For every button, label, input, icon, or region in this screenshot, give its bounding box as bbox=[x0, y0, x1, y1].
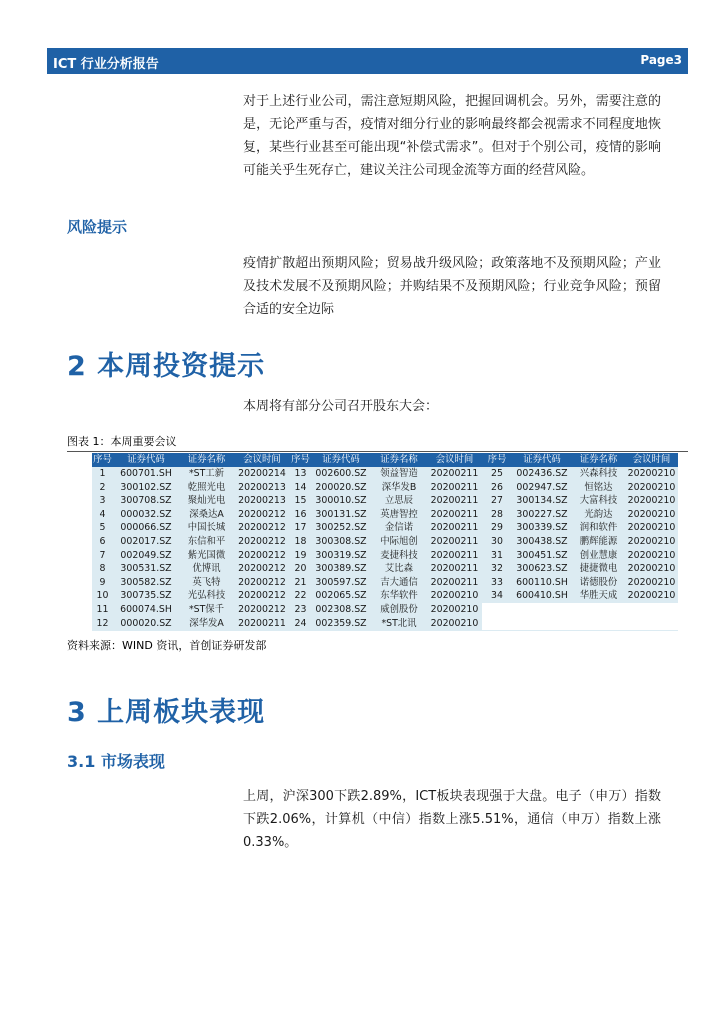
table-cell: 002065.SZ bbox=[315, 590, 367, 602]
table-cell: 20200211 bbox=[430, 481, 479, 493]
table-cell: 4 bbox=[99, 508, 106, 520]
table-cell bbox=[625, 617, 678, 631]
table-cell: 金信诺 bbox=[384, 522, 414, 534]
table-cell: 002017.SZ bbox=[120, 536, 172, 548]
table-cell: 300227.SZ bbox=[516, 508, 568, 520]
figure-divider bbox=[67, 451, 688, 452]
section-2-paragraph: 本周将有部分公司召开股东大会： bbox=[243, 399, 439, 414]
col-header: 会议时间 bbox=[625, 453, 678, 467]
table-cell: *ST保千 bbox=[188, 603, 225, 615]
table-cell: 20200210 bbox=[627, 549, 676, 561]
table-cell: 1 bbox=[99, 468, 106, 480]
table-cell: 20200212 bbox=[238, 563, 286, 575]
table-cell: 20200211 bbox=[238, 617, 286, 629]
table-cell: 13 bbox=[294, 468, 307, 480]
table-cell: 领益智造 bbox=[380, 468, 418, 480]
risk-paragraph: 疫情扩散超出预期风险；贸易战升级风险；政策落地不及预期风险；产业及技术发展不及预期风险；并购结果不及预期风险；行业竞争风险；预留合适的安全边际 bbox=[243, 256, 661, 317]
table-row bbox=[92, 617, 678, 631]
table-cell: 20200211 bbox=[430, 468, 479, 480]
table-cell: 300319.SZ bbox=[315, 549, 367, 561]
table-cell: 恒铭达 bbox=[584, 481, 613, 493]
col-header: 序号 bbox=[482, 453, 512, 467]
table-cell: 20200212 bbox=[238, 549, 286, 561]
col-header: 序号 bbox=[93, 454, 112, 466]
table-cell: 创业慧康 bbox=[579, 549, 618, 561]
table-cell: 300582.SZ bbox=[120, 576, 172, 588]
table-cell: 002436.SZ bbox=[516, 468, 568, 480]
table-cell: 20200210 bbox=[627, 522, 676, 534]
table-cell bbox=[512, 603, 572, 617]
table-cell: 20200212 bbox=[238, 536, 286, 548]
table-cell: 002947.SZ bbox=[516, 481, 568, 493]
section-3-heading: 3 上周板块表现 bbox=[67, 697, 266, 728]
table-cell: 乾照光电 bbox=[187, 481, 226, 493]
table-cell: 光韵达 bbox=[584, 508, 613, 520]
col-header: 证券代码 bbox=[113, 453, 179, 467]
table-cell: 3 bbox=[99, 495, 106, 507]
table-cell: 深华发A bbox=[189, 617, 224, 629]
table-cell: 23 bbox=[294, 603, 307, 615]
table-cell: 34 bbox=[491, 590, 503, 602]
table-cell: 20200211 bbox=[430, 522, 479, 534]
table-cell: 大富科技 bbox=[579, 495, 618, 507]
table-cell: 300623.SZ bbox=[516, 563, 568, 575]
report-title: ICT 行业分析报告 bbox=[53, 57, 159, 72]
table-cell: 艾比森 bbox=[384, 563, 414, 575]
col-header: 证券代码 bbox=[311, 453, 371, 467]
table-cell: 300531.SZ bbox=[120, 563, 172, 575]
table-cell: 29 bbox=[491, 522, 503, 534]
section-2-heading: 2 本周投资提示 bbox=[67, 351, 266, 382]
table-cell: 300451.SZ bbox=[516, 549, 568, 561]
figure-caption: 图表 1：本周重要会议 bbox=[67, 435, 177, 448]
table-cell: 麦捷科技 bbox=[380, 549, 418, 561]
table-cell: 002600.SZ bbox=[315, 468, 367, 480]
table-cell: 17 bbox=[294, 522, 307, 534]
table-cell bbox=[512, 617, 572, 631]
table-cell: 20200212 bbox=[238, 576, 286, 588]
table-cell: 16 bbox=[294, 508, 307, 520]
figure-source: 资料来源：WIND 资讯，首创证券研发部 bbox=[67, 639, 267, 652]
table-cell: 20200210 bbox=[627, 563, 676, 575]
table-cell: 20200211 bbox=[430, 536, 479, 548]
col-header: 会议时间 bbox=[234, 453, 290, 467]
table-cell: 27 bbox=[491, 495, 503, 507]
table-cell: 300339.SZ bbox=[516, 522, 568, 534]
table-cell: 20200212 bbox=[238, 603, 286, 615]
table-cell: 20200210 bbox=[627, 495, 676, 507]
risk-heading: 风险提示 bbox=[67, 218, 128, 236]
table-cell: 18 bbox=[294, 536, 307, 548]
table-cell: 深桑达A bbox=[189, 508, 224, 520]
table-cell: 33 bbox=[491, 576, 503, 588]
table-cell: 32 bbox=[491, 563, 503, 575]
table-cell: *ST工新 bbox=[188, 468, 225, 480]
table-cell: 20200210 bbox=[627, 508, 676, 520]
table-cell: 19 bbox=[294, 549, 307, 561]
table-cell: 5 bbox=[99, 522, 106, 534]
col-header: 证券名称 bbox=[179, 453, 234, 467]
table-row bbox=[92, 494, 678, 508]
table-cell: 200020.SZ bbox=[315, 481, 367, 493]
table-cell: 英飞特 bbox=[192, 576, 221, 588]
col-header: 证券名称 bbox=[572, 453, 625, 467]
table-cell: 英唐智控 bbox=[380, 508, 418, 520]
table-cell: 300102.SZ bbox=[120, 481, 172, 493]
table-cell: 8 bbox=[99, 563, 106, 575]
table-cell: 聚灿光电 bbox=[187, 495, 226, 507]
meetings-table-body bbox=[92, 467, 678, 630]
table-cell: 31 bbox=[491, 549, 503, 561]
table-cell: 000032.SZ bbox=[120, 508, 172, 520]
table-cell: 300597.SZ bbox=[315, 576, 367, 588]
table-cell: 300010.SZ bbox=[315, 495, 367, 507]
table-cell: 300438.SZ bbox=[516, 536, 568, 548]
table-cell: 14 bbox=[294, 481, 307, 493]
table-cell: 6 bbox=[99, 536, 106, 548]
table-cell: 25 bbox=[491, 468, 503, 480]
table-row bbox=[92, 508, 678, 522]
col-header: 序号 bbox=[291, 454, 310, 466]
table-cell: 20200210 bbox=[627, 590, 676, 602]
table-row bbox=[92, 481, 678, 495]
table-cell: 28 bbox=[491, 508, 503, 520]
table-cell: 30 bbox=[491, 536, 503, 548]
table-cell: 600701.SH bbox=[120, 468, 172, 480]
table-cell: 20200212 bbox=[238, 590, 286, 602]
table-cell: 东华软件 bbox=[380, 590, 418, 602]
table-cell: 002049.SZ bbox=[120, 549, 172, 561]
col-header: 会议时间 bbox=[427, 453, 482, 467]
col-header: 证券代码 bbox=[512, 453, 572, 467]
table-row bbox=[92, 467, 678, 481]
table-cell: 诺德股份 bbox=[579, 576, 618, 588]
table-cell: 20200212 bbox=[238, 522, 286, 534]
table-cell: 优博讯 bbox=[192, 563, 221, 575]
table-cell bbox=[572, 617, 625, 631]
table-row bbox=[92, 562, 678, 576]
table-cell: 20200211 bbox=[430, 508, 479, 520]
table-cell: 002359.SZ bbox=[315, 617, 367, 629]
table-cell: 21 bbox=[294, 576, 307, 588]
table-cell: 20200210 bbox=[430, 617, 479, 629]
table-cell: 600410.SH bbox=[516, 590, 568, 602]
table-cell: 深华发B bbox=[381, 481, 417, 493]
table-cell: 300389.SZ bbox=[315, 563, 367, 575]
table-cell: 300308.SZ bbox=[315, 536, 367, 548]
table-cell: 15 bbox=[294, 495, 307, 507]
table-cell bbox=[625, 603, 678, 617]
page-number: Page3 bbox=[640, 53, 682, 67]
market-performance-paragraph: 上周，沪深300下跌2.89%，ICT板块表现强于大盘。电子（申万）指数下跌2.06%，计算机（中信）指数上涨5.51%，通信（申万）指数上涨0.33%。 bbox=[243, 789, 661, 850]
table-cell: 20200211 bbox=[430, 563, 479, 575]
table-cell: 300131.SZ bbox=[315, 508, 367, 520]
section-3-1-heading: 3.1 市场表现 bbox=[67, 752, 165, 771]
table-cell: 20200210 bbox=[627, 536, 676, 548]
table-cell: 20200210 bbox=[430, 603, 479, 615]
table-cell: 立思辰 bbox=[384, 495, 414, 507]
table-cell: 威创股份 bbox=[380, 603, 418, 615]
table-cell: 鹏辉能源 bbox=[579, 536, 618, 548]
table-cell: 20200214 bbox=[238, 468, 286, 480]
table-cell: 20200211 bbox=[430, 495, 479, 507]
table-row bbox=[92, 589, 678, 603]
table-header-row bbox=[92, 453, 678, 467]
report-header-bar bbox=[47, 48, 688, 74]
table-cell: 华胜天成 bbox=[579, 590, 618, 602]
table-cell: 20200210 bbox=[627, 468, 676, 480]
table-cell: 20 bbox=[294, 563, 307, 575]
table-cell: 中际旭创 bbox=[380, 536, 418, 548]
table-cell: 300134.SZ bbox=[516, 495, 568, 507]
table-cell: 300735.SZ bbox=[120, 590, 172, 602]
table-cell: 20200210 bbox=[627, 481, 676, 493]
table-cell: 20200213 bbox=[238, 495, 286, 507]
table-cell: 10 bbox=[96, 590, 109, 602]
table-cell: 捷捷微电 bbox=[579, 563, 618, 575]
table-cell: 600110.SH bbox=[516, 576, 568, 588]
table-row bbox=[92, 535, 678, 549]
table-cell: 002308.SZ bbox=[315, 603, 367, 615]
table-cell: 600074.SH bbox=[120, 603, 172, 615]
table-cell: 22 bbox=[294, 590, 307, 602]
table-row bbox=[92, 576, 678, 590]
table-cell: 润和软件 bbox=[579, 522, 618, 534]
table-cell: 26 bbox=[491, 481, 503, 493]
table-cell: 300252.SZ bbox=[315, 522, 367, 534]
table-cell bbox=[482, 603, 512, 617]
table-cell: 20200211 bbox=[430, 576, 479, 588]
table-cell: 20200213 bbox=[238, 481, 286, 493]
table-cell bbox=[482, 617, 512, 631]
table-cell: 吉大通信 bbox=[380, 576, 418, 588]
table-cell: 000066.SZ bbox=[120, 522, 172, 534]
table-cell: 紫光国微 bbox=[187, 549, 226, 561]
table-row bbox=[92, 521, 678, 535]
table-cell: 24 bbox=[294, 617, 307, 629]
col-header: 证券名称 bbox=[371, 453, 427, 467]
table-cell: 中国长城 bbox=[187, 522, 226, 534]
table-cell: *ST北讯 bbox=[381, 617, 417, 629]
intro-paragraph: 对于上述行业公司，需注意短期风险，把握回调机会。另外，需要注意的是，无论严重与否，疫情对细分行业的影响最终都会视需求不同程度地恢复，某些行业甚至可能出现“补偿式需求”。但对于个别公司，疫情的影响可能关乎生死存亡，建议关注公司现金流等方面的经营风险。 bbox=[243, 94, 661, 178]
table-cell bbox=[572, 603, 625, 617]
table-cell: 20200211 bbox=[430, 549, 479, 561]
table-cell: 光弘科技 bbox=[187, 590, 226, 602]
table-cell: 20200210 bbox=[627, 576, 676, 588]
table-cell: 9 bbox=[99, 576, 106, 588]
table-cell: 12 bbox=[96, 617, 109, 629]
table-cell: 20200210 bbox=[430, 590, 479, 602]
table-cell: 7 bbox=[99, 549, 106, 561]
meetings-table-container bbox=[92, 453, 678, 631]
meetings-table bbox=[92, 453, 678, 630]
table-row bbox=[92, 603, 678, 617]
table-cell: 东信和平 bbox=[187, 536, 226, 548]
table-cell: 11 bbox=[96, 603, 109, 615]
table-cell: 2 bbox=[99, 481, 106, 493]
table-cell: 000020.SZ bbox=[120, 617, 172, 629]
table-cell: 300708.SZ bbox=[120, 495, 172, 507]
table-cell: 20200212 bbox=[238, 508, 286, 520]
table-row bbox=[92, 549, 678, 563]
table-cell: 兴森科技 bbox=[579, 468, 618, 480]
